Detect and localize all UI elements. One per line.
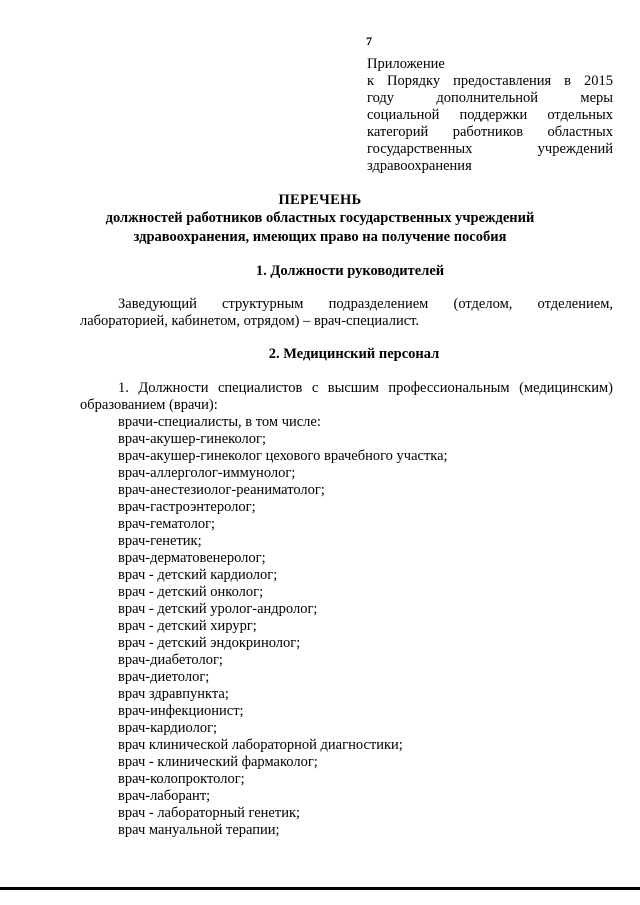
section-heading: 2. Медицинский персонал: [268, 346, 440, 362]
list-item: врач-гематолог;: [118, 516, 216, 532]
appendix-block: [367, 56, 613, 175]
list-item: врач клинической лабораторной диагностики;: [118, 737, 403, 753]
list-item: врач-аллерголог-иммунолог;: [118, 465, 296, 481]
list-item: врач-акушер-гинеколог цехового врачебного участка;: [118, 448, 448, 464]
list-item: врач-диабетолог;: [118, 652, 223, 668]
paragraph-line: образованием (врачи):: [80, 397, 218, 413]
list-item: врач здравпункта;: [118, 686, 229, 702]
list-item: врач-лаборант;: [118, 788, 211, 804]
appendix-line: категорий работников областных: [367, 124, 613, 140]
list-item: врач-инфекционист;: [118, 703, 244, 719]
list-item: врач - детский эндокринолог;: [118, 635, 301, 651]
list-item: врач - лабораторный генетик;: [118, 805, 301, 821]
document-title: ПЕРЕЧЕНЬ: [278, 192, 362, 208]
paragraph-line: лабораторией, кабинетом, отрядом) – врач-специалист.: [80, 313, 420, 329]
section-paragraph: [80, 296, 613, 330]
appendix-line: Приложение: [367, 56, 445, 72]
list-item: врач-гастроэнтеролог;: [118, 499, 256, 515]
list-item: врач - детский онколог;: [118, 584, 264, 600]
document-subtitle-line: здравоохранения, имеющих право на получение пособия: [133, 229, 507, 245]
list-item: врач-колопроктолог;: [118, 771, 245, 787]
appendix-line: году дополнительной меры: [367, 90, 613, 106]
appendix-line: к Порядку предоставления в 2015: [367, 73, 613, 89]
list-item: врач мануальной терапии;: [118, 822, 280, 838]
positions-list: [118, 414, 448, 839]
list-item: врач - клинический фармаколог;: [118, 754, 318, 770]
section-heading: 1. Должности руководителей: [255, 263, 445, 279]
list-item: врач - детский хирург;: [118, 618, 257, 634]
section-paragraph: [80, 380, 613, 414]
list-item: врач-генетик;: [118, 533, 202, 549]
list-item: врач - детский кардиолог;: [118, 567, 278, 583]
appendix-line: социальной поддержки отдельных: [367, 107, 613, 123]
list-item: врач - детский уролог-андролог;: [118, 601, 318, 617]
appendix-line: государственных учреждений: [367, 141, 613, 157]
page-number: 7: [366, 34, 372, 48]
list-item: врач-анестезиолог-реаниматолог;: [118, 482, 325, 498]
document-subtitle-line: должностей работников областных государственных учреждений: [105, 210, 535, 226]
list-item: врачи-специалисты, в том числе:: [118, 414, 321, 430]
list-item: врач-диетолог;: [118, 669, 210, 685]
list-item: врач-дерматовенеролог;: [118, 550, 266, 566]
paragraph-line: 1. Должности специалистов с высшим профессиональным (медицинским): [118, 380, 613, 396]
list-item: врач-акушер-гинеколог;: [118, 431, 267, 447]
list-item: врач-кардиолог;: [118, 720, 218, 736]
page-bottom-rule: [0, 887, 640, 890]
appendix-line: здравоохранения: [367, 158, 472, 174]
paragraph-line: Заведующий структурным подразделением (отделом, отделением,: [118, 296, 613, 312]
